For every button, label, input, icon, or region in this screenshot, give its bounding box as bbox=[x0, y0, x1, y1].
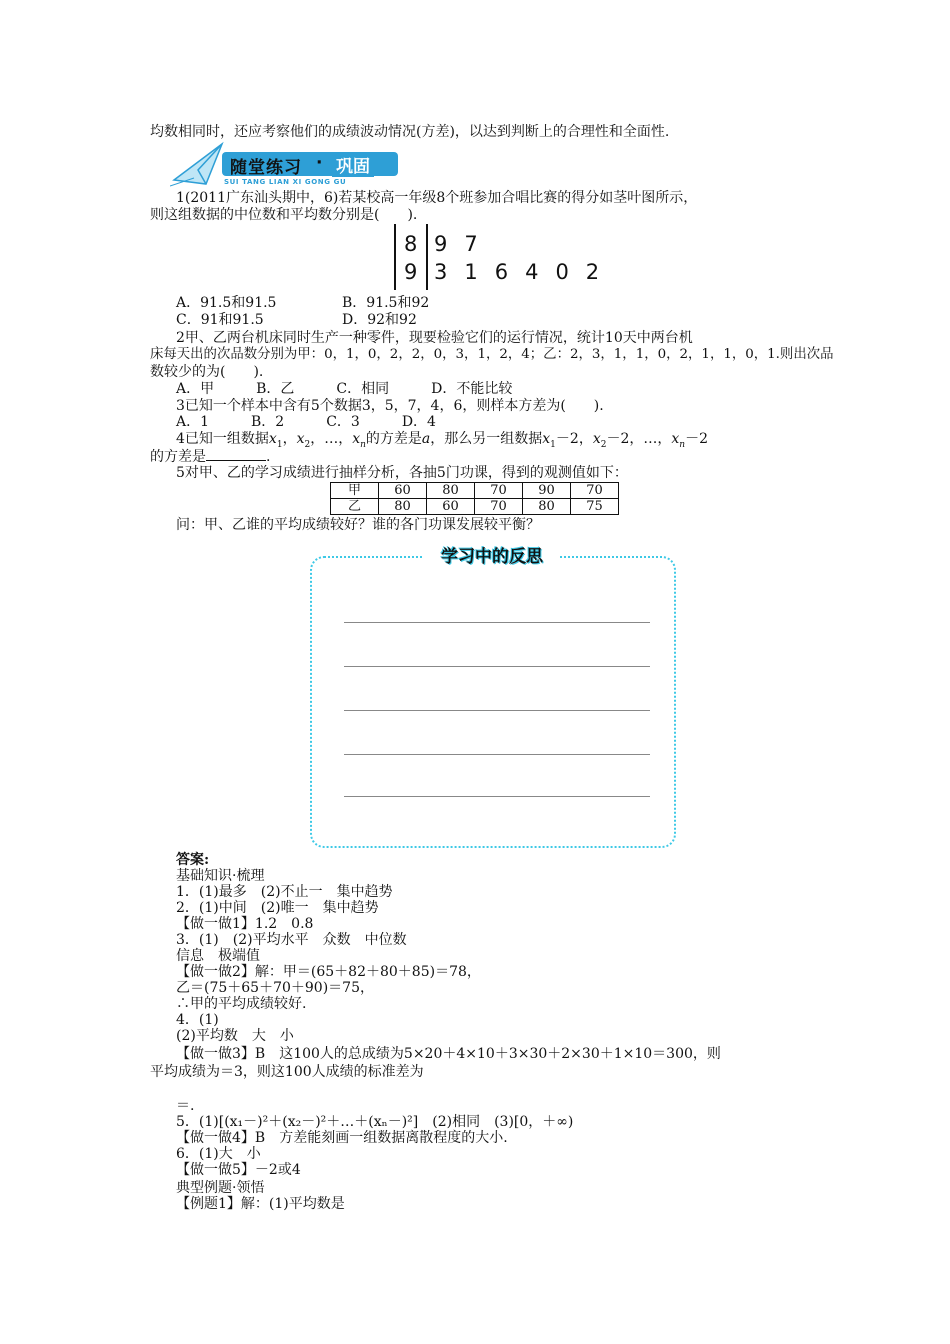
q1-option-b: B．91.5和92 bbox=[342, 295, 430, 311]
q3-line1: 3已知一个样本中含有5个数据3，5，7，4，6，则样本方差为( ). bbox=[176, 398, 604, 414]
answer-line: 【做一做2】解：甲＝(65＋82＋80＋85)＝78， bbox=[176, 964, 481, 980]
q4-text-c: ，那么另一组数据 bbox=[430, 431, 543, 447]
banner-dot: · bbox=[316, 153, 324, 173]
answer-line: ＝. bbox=[176, 1098, 195, 1114]
score-table bbox=[330, 482, 619, 515]
table-row bbox=[331, 483, 619, 499]
q1-line2: 则这组数据的中位数和平均数分别是( ). bbox=[150, 207, 418, 223]
table-cell: 70 bbox=[571, 483, 619, 499]
answer-line: 【做一做5】－2或4 bbox=[176, 1162, 301, 1178]
q4-text-a: 4已知一组数据 bbox=[176, 431, 269, 447]
answer-line: 基础知识·梳理 bbox=[176, 868, 265, 884]
answer-line: 【做一做1】1.2 0.8 bbox=[176, 916, 314, 932]
q2-line1: 2甲、乙两台机床同时生产一种零件，现要检验它们的运行情况，统计10天中两台机 bbox=[176, 330, 693, 346]
answer-line: 乙＝(75＋65＋70＋90)＝75， bbox=[176, 980, 374, 996]
q2-line3: 数较少的为( ). bbox=[150, 364, 264, 380]
answer-line: 【做一做3】B 这100人的总成绩为5×20＋4×10＋3×30＋2×30＋1×10＝300，则 bbox=[176, 1046, 721, 1062]
q2-line2: 床每天出的次品数分别为甲：0，1，0，2，2，0，3，1，2，4；乙：2，3，1，1，0，2，1，1，0，1.则出次品 bbox=[150, 347, 834, 362]
table-cell: 甲 bbox=[331, 483, 379, 499]
paper-plane-icon bbox=[170, 140, 230, 188]
table-cell: 90 bbox=[523, 483, 571, 499]
stem-leaf-plot bbox=[394, 224, 617, 290]
answer-line: 【做一做4】B 方差能刻画一组数据离散程度的大小. bbox=[176, 1130, 508, 1146]
stem-leaf-left-rule bbox=[394, 224, 396, 290]
q5-line1: 5对甲、乙的学习成绩进行抽样分析，各抽5门功课，得到的观测值如下： bbox=[176, 465, 628, 481]
table-cell: 60 bbox=[379, 483, 427, 499]
q1-option-a: A．91.5和91.5 bbox=[176, 295, 277, 311]
section-banner bbox=[170, 140, 410, 188]
q2-options: A．甲 B．乙 C．相同 D．不能比较 bbox=[176, 381, 513, 397]
q4-line1: 4已知一组数据$x_1$，$x_2$，…，$x_n$的方差是a，那么另一组数据$x_1-2$，$x_2-2$，…，$x_n-2$ bbox=[176, 431, 709, 450]
banner-pinyin: SUI TANG LIAN XI GONG GU bbox=[224, 178, 347, 186]
table-cell: 70 bbox=[475, 483, 523, 499]
answer-line: 信息 极端值 bbox=[176, 948, 260, 964]
answer-line: (2)平均数 大 小 bbox=[176, 1028, 294, 1044]
answer-line: 4．(1) bbox=[176, 1012, 219, 1028]
stem-row-1: 8 bbox=[404, 232, 418, 256]
answer-line: 6．(1)大 小 bbox=[176, 1146, 261, 1162]
leaf-row-2: 316402 bbox=[434, 260, 617, 284]
writing-line bbox=[344, 622, 650, 623]
table-cell: 80 bbox=[379, 499, 427, 515]
answer-line: 典型例题·领悟 bbox=[176, 1180, 265, 1196]
writing-line bbox=[344, 754, 650, 755]
intro-text: 均数相同时，还应考察他们的成绩波动情况(方差)，以达到判断上的合理性和全面性. bbox=[150, 124, 670, 140]
leaf-row-1: 97 bbox=[434, 232, 495, 256]
q1-option-c: C．91和91.5 bbox=[176, 312, 264, 328]
writing-line bbox=[344, 710, 650, 711]
table-cell: 60 bbox=[427, 499, 475, 515]
table-cell: 75 bbox=[571, 499, 619, 515]
table-cell: 80 bbox=[523, 499, 571, 515]
table-cell: 70 bbox=[475, 499, 523, 515]
answer-line: ∴甲的平均成绩较好. bbox=[176, 996, 307, 1012]
answer-line: 2．(1)中间 (2)唯一 集中趋势 bbox=[176, 900, 379, 916]
banner-subtitle: 巩固 bbox=[332, 152, 374, 177]
banner-title: 随堂练习 bbox=[230, 158, 302, 178]
q4-answer-blank bbox=[206, 448, 266, 461]
writing-line bbox=[344, 796, 650, 797]
q1-option-d: D．92和92 bbox=[342, 312, 417, 328]
table-cell: 乙 bbox=[331, 499, 379, 515]
q3-options: A．1 B．2 C．3 D．4 bbox=[176, 414, 436, 430]
answers-heading: 答案: bbox=[176, 852, 210, 868]
reflection-box bbox=[310, 556, 676, 848]
q4-text-b: 的方差是 bbox=[365, 431, 422, 447]
reflection-title bbox=[424, 544, 560, 570]
answer-line: 3．(1) (2)平均水平 众数 中位数 bbox=[176, 932, 407, 948]
answer-line: 【例题1】解：(1)平均数是 bbox=[176, 1196, 345, 1212]
answer-line: 5．(1)[(x₁－)²＋(x₂－)²＋…＋(xₙ－)²] (2)相同 (3)[0，＋∞) bbox=[176, 1114, 574, 1130]
writing-line bbox=[344, 666, 650, 667]
stem-leaf-divider bbox=[426, 224, 428, 290]
q4-line2: 的方差是 . bbox=[150, 449, 271, 465]
answer-line: 1．(1)最多 (2)不止一 集中趋势 bbox=[176, 884, 393, 900]
reflection-title-text: 学习中的反思 bbox=[441, 547, 543, 567]
q5-question: 问：甲、乙谁的平均成绩较好？谁的各门功课发展较平衡？ bbox=[176, 517, 540, 533]
q1-line1: 1(2011广东汕头期中，6)若某校高一年级8个班参加合唱比赛的得分如茎叶图所示， bbox=[176, 190, 698, 206]
table-row bbox=[331, 499, 619, 515]
q4-text-d: 的方差是 bbox=[150, 449, 206, 465]
table-cell: 80 bbox=[427, 483, 475, 499]
stem-row-2: 9 bbox=[404, 260, 418, 284]
answer-line: 平均成绩为＝3，则这100人成绩的标准差为 bbox=[150, 1064, 424, 1080]
